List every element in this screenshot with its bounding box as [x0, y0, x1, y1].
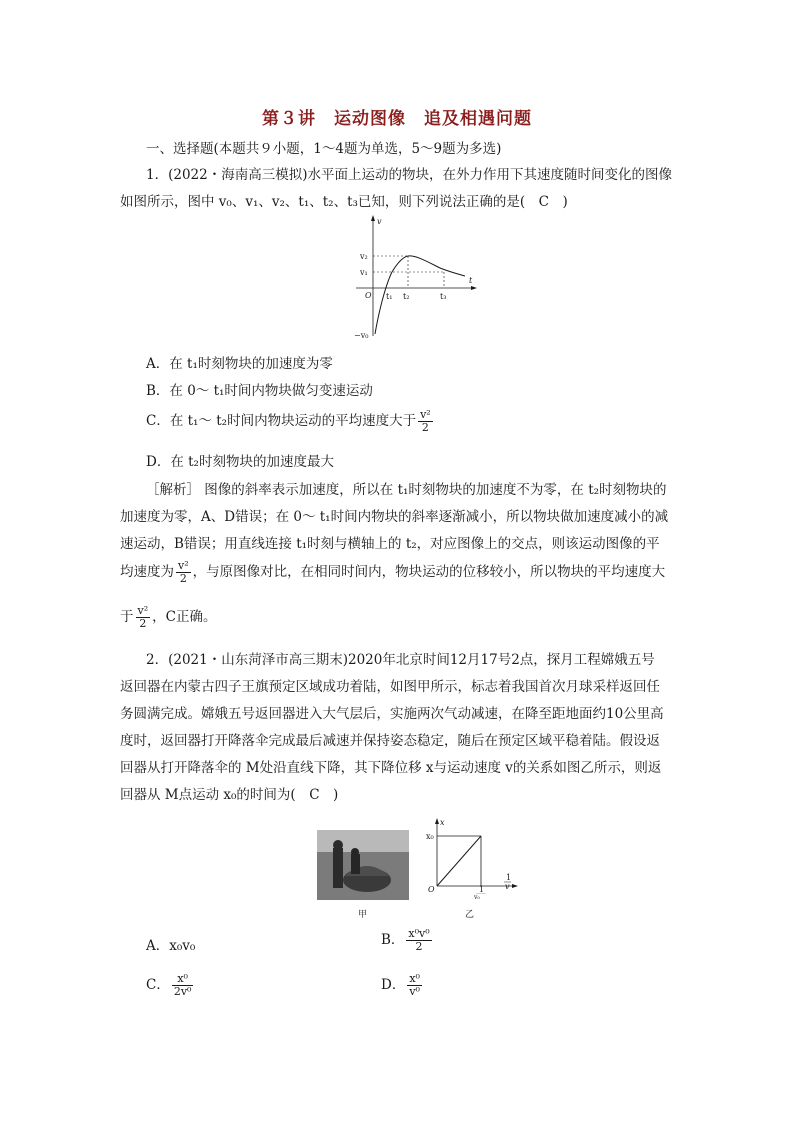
photo-person-2 — [351, 854, 360, 874]
photo-person-2-head — [351, 848, 359, 856]
q2-figure-yi-caption: 乙 — [465, 910, 475, 920]
q2-x-axis-arrow-icon — [435, 818, 439, 824]
q1-t2-label: t₂ — [403, 292, 410, 301]
photo-sky — [317, 830, 409, 852]
q2-option-a: A．x₀v₀ — [146, 938, 196, 954]
q2-option-c-fraction — [172, 973, 194, 998]
q2-stem-line4: 度时，返回器打开降落伞完成最后减速并保持姿态稳定，随后在预定区域平稳着陆。假设返 — [120, 733, 660, 749]
q1-analysis-frac2-num: v² — [137, 604, 149, 617]
q1-option-c-fraction — [418, 409, 433, 434]
q1-analysis-line5-post: ，C正确。 — [152, 609, 217, 625]
q2-inv-v0-den: v₀ — [474, 894, 480, 901]
q1-analysis-line2: 加速度为零，A、D错误；在 0～ t₁时间内物块的斜率逐渐减小，所以物块做加速度减小的减 — [120, 509, 669, 525]
q1-analysis-line1: ［解析］ 图像的斜率表示加速度，所以在 t₁时刻物块的加速度不为零，在 t₂时刻物块的 — [146, 482, 667, 498]
q1-analysis-line4 — [120, 560, 665, 585]
q1-option-a: A．在 t₁时刻物块的加速度为零 — [146, 356, 333, 372]
q1-v-axis-label: v — [377, 217, 382, 226]
q2-origin-label: O — [428, 885, 435, 894]
q1-analysis-fraction-1 — [176, 560, 191, 585]
q2-stem-line1: 2．(2021・山东菏泽市高三期末)2020年北京时间12月17号2点，探月工程嫦娥五号 — [146, 652, 655, 668]
q1-analysis-frac1-den: 2 — [179, 572, 187, 585]
q1-t1-label: t₁ — [386, 292, 393, 301]
q2-photo-landing-capsule — [317, 830, 409, 900]
q2-inv-v-axis-arrow-icon — [512, 884, 518, 888]
q2-option-c-num: x⁰ — [172, 973, 194, 986]
q1-t-axis-label: t — [469, 276, 473, 285]
q2-stem-line6: 回器从 M点运动 x₀的时间为( C ) — [120, 787, 339, 803]
q2-inv-v0-num: 1 — [479, 885, 485, 894]
q2-option-b-label: B． — [381, 932, 405, 948]
q2-option-b-fraction — [406, 928, 431, 953]
q1-option-d: D．在 t₂时刻物块的加速度最大 — [146, 454, 334, 470]
q2-option-c — [146, 973, 195, 998]
q1-velocity-time-graph — [350, 210, 480, 345]
q2-option-b-num: x⁰v⁰ — [408, 927, 430, 940]
q1-option-c-num: v² — [420, 408, 431, 421]
q2-x-axis-label: x — [440, 818, 445, 827]
q1-v-axis-arrow-icon — [371, 215, 375, 221]
q1-analysis-line5-pre: 于 — [120, 609, 134, 625]
q2-option-d-num: x⁰ — [409, 972, 420, 985]
q1-analysis-frac2-den: 2 — [139, 617, 147, 630]
q1-option-c — [146, 409, 435, 434]
q1-option-c-text: C．在 t₁～ t₂时间内物块运动的平均速度大于 — [146, 413, 417, 429]
section-heading: 一、选择题(本题共９小题，1～4题为单选，5～9题为多选) — [146, 141, 502, 157]
q1-analysis-line4-pre: 均速度为 — [120, 564, 174, 580]
q1-option-b: B．在 0～ t₁时间内物块做匀变速运动 — [146, 383, 373, 399]
q2-inv-v-num: 1 — [506, 873, 512, 882]
photo-person-1-head — [333, 840, 343, 850]
q2-inv-v-den: v — [505, 882, 510, 891]
q2-stem-line3: 务圆满完成。嫦娥五号返回器进入大气层后，实施两次气动减速，在降至距地面约10公里高 — [120, 706, 664, 722]
q1-neg-v0-label: −v₀ — [354, 331, 369, 340]
q1-stem-line1: 1．(2022・海南高三模拟)水平面上运动的物块，在外力作用下其速度随时间变化的图像 — [146, 167, 672, 183]
q1-v1-label: v₁ — [360, 268, 368, 277]
page-title: 第３讲 运动图像 追及相遇问题 — [262, 109, 532, 129]
q2-option-d-den: v⁰ — [409, 985, 420, 998]
q2-x-vs-inverse-v-graph — [425, 816, 520, 894]
q1-option-c-den: 2 — [421, 421, 429, 434]
q1-analysis-frac1-num: v² — [178, 559, 189, 572]
q2-option-c-label: C． — [146, 977, 170, 993]
q1-origin-label: O — [365, 291, 372, 300]
photo-person-1 — [333, 848, 343, 888]
q1-analysis-line5 — [120, 605, 216, 630]
q2-option-b — [381, 928, 434, 953]
q1-analysis-line4-post: ，与原图像对比，在相同时间内，物块运动的位移较小，所以物块的平均速度大 — [192, 564, 666, 580]
q1-stem-line2: 如图所示，图中 v₀、v₁、v₂、t₁、t₂、t₃已知，则下列说法正确的是( C ) — [120, 194, 568, 210]
q2-option-b-den: 2 — [415, 940, 423, 953]
q1-v2-label: v₂ — [360, 252, 368, 261]
q1-t-axis-arrow-icon — [471, 286, 477, 290]
q1-analysis-fraction-2 — [136, 605, 151, 630]
q2-option-d-fraction — [407, 973, 422, 998]
q1-t3-label: t₃ — [440, 292, 447, 301]
q2-option-d-label: D． — [381, 977, 406, 993]
q2-x0-label: x₀ — [426, 832, 434, 841]
q1-analysis-line3: 速运动，B错误；用直线连接 t₁时刻与横轴上的 t₂，对应图像上的交点，则该运动图像的平 — [120, 536, 660, 552]
q2-linear-line — [437, 836, 481, 886]
q2-stem-line5: 回器从打开降落伞的 M处沿直线下降，其下降位移 x与运动速度 v的关系如图乙所示，则返 — [120, 760, 662, 776]
q2-option-c-den: 2v⁰ — [173, 985, 192, 998]
q2-figure-jia-caption: 甲 — [358, 910, 368, 920]
q2-stem-line2: 返回器在内蒙古四子王旗预定区域成功着陆，如图甲所示，标志着我国首次月球采样返回任 — [120, 679, 660, 695]
q2-option-d — [381, 973, 424, 998]
